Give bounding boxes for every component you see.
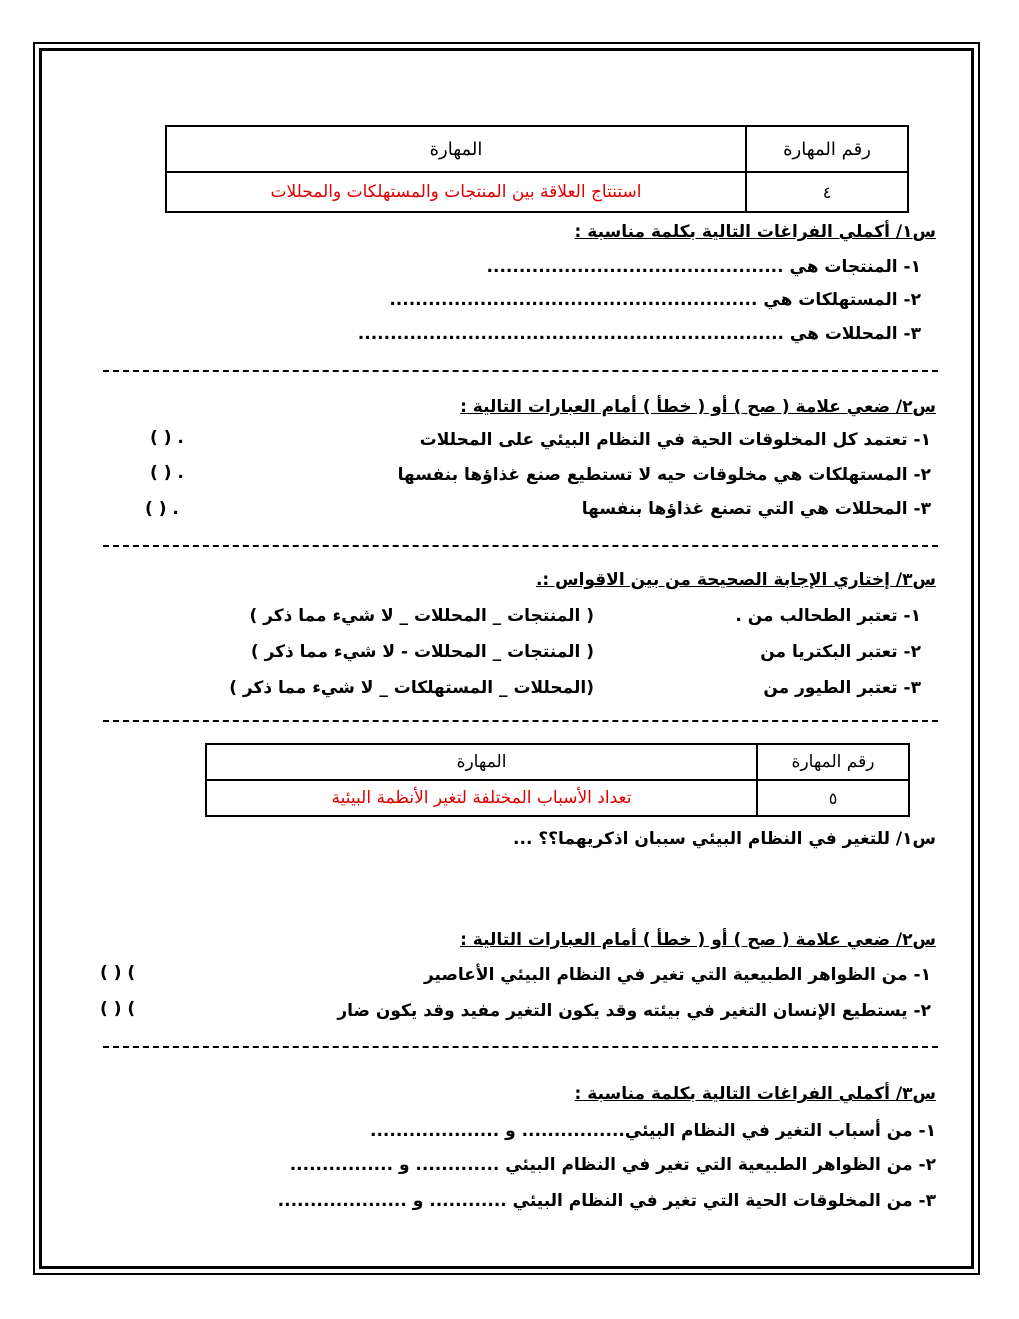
skill-table-1 xyxy=(165,125,909,213)
skill-description: استنتاج العلاقة بين المنتجات والمستهلكات والمحللات xyxy=(166,172,746,212)
question-2-item-2: ٢- المستهلكات هي مخلوقات حيه لا تستطيع صنع غذاؤها بنفسها xyxy=(397,465,931,485)
question-1-title: س١/ أكملي الفراغات التالية بكلمة مناسبة : xyxy=(574,222,936,242)
answer-mark-1[interactable]: ( ) . xyxy=(150,428,184,448)
skill-number: ٤ xyxy=(746,172,908,212)
question-3b-item-2: ٢- من الظواهر الطبيعية التي تغير في النظام البيئي ............. و ................ xyxy=(289,1155,936,1175)
skill-table-2 xyxy=(205,743,910,817)
question-3b-item-3: ٣- من المخلوقات الحية التي تغير في النظام البيئي ............ و .................... xyxy=(277,1191,936,1211)
separator xyxy=(103,545,938,547)
question-2b-item-2: ٢- يستطيع الإنسان التغير في بيئته وقد يكون التغير مفيد وقد يكون ضار xyxy=(337,1001,931,1021)
question-3b-item-1: ١- من أسباب التغير في النظام البيئي................ و .................... xyxy=(370,1121,936,1141)
question-1-item-1: ١- المنتجات هي .............................................. xyxy=(486,257,921,277)
skill-number-header: رقم المهارة xyxy=(757,744,909,780)
question-2b-item-1: ١- من الظواهر الطبيعية التي تغير في النظام البيئي الأعاصير xyxy=(423,965,931,985)
skill-header: المهارة xyxy=(166,126,746,172)
question-3-choices-3: (المحللات _ المستهلكات _ لا شيء مما ذكر ) xyxy=(229,678,594,698)
question-3-choices-1: ( المنتجات _ المحللات _ لا شيء مما ذكر ) xyxy=(249,606,594,626)
question-2-title: س٢/ ضعي علامة ( صح ) أو ( خطأ ) أمام العبارات التالية : xyxy=(460,397,936,417)
answer-mark-3[interactable]: ( ) . xyxy=(145,499,179,519)
answer-mark-2[interactable]: ( ) . xyxy=(150,463,184,483)
skill-number: ٥ xyxy=(757,780,909,816)
question-3b-title: س٣/ أكملي الفراغات التالية بكلمة مناسبة : xyxy=(574,1084,936,1104)
question-3-title: س٣/ إختاري الإجابة الصحيحة من بين الاقواس :. xyxy=(535,570,936,590)
question-3-item-2: ٢- تعتبر البكتريا من xyxy=(760,642,921,662)
question-1-item-2: ٢- المستهلكات هي ......................................................... xyxy=(389,290,921,310)
separator xyxy=(103,370,938,372)
question-2-item-3: ٣- المحللات هي التي تصنع غذاؤها بنفسها xyxy=(581,499,931,519)
separator xyxy=(103,720,938,722)
answer-mark-5[interactable]: ( ) ( xyxy=(100,999,136,1019)
skill-header: المهارة xyxy=(206,744,757,780)
question-2b-title: س٢/ ضعي علامة ( صح ) أو ( خطأ ) أمام العبارات التالية : xyxy=(460,930,936,950)
skill-number-header: رقم المهارة xyxy=(746,126,908,172)
question-3-item-1: ١- تعتبر الطحالب من . xyxy=(735,606,921,626)
question-3-item-3: ٣- تعتبر الطيور من xyxy=(763,678,921,698)
skill-description: تعداد الأسباب المختلفة لتغير الأنظمة البيئية xyxy=(206,780,757,816)
separator xyxy=(103,1046,938,1048)
answer-mark-4[interactable]: ( ) ( xyxy=(100,963,136,983)
question-1b-title: س١/ للتغير في النظام البيئي سببان اذكريهما؟؟ ... xyxy=(513,829,936,849)
question-3-choices-2: ( المنتجات _ المحللات - لا شيء مما ذكر ) xyxy=(250,642,594,662)
question-2-item-1: ١- تعتمد كل المخلوقات الحية في النظام البيئي على المحللات xyxy=(419,430,931,450)
question-1-item-3: ٣- المحللات هي .................................................................. xyxy=(357,324,921,344)
